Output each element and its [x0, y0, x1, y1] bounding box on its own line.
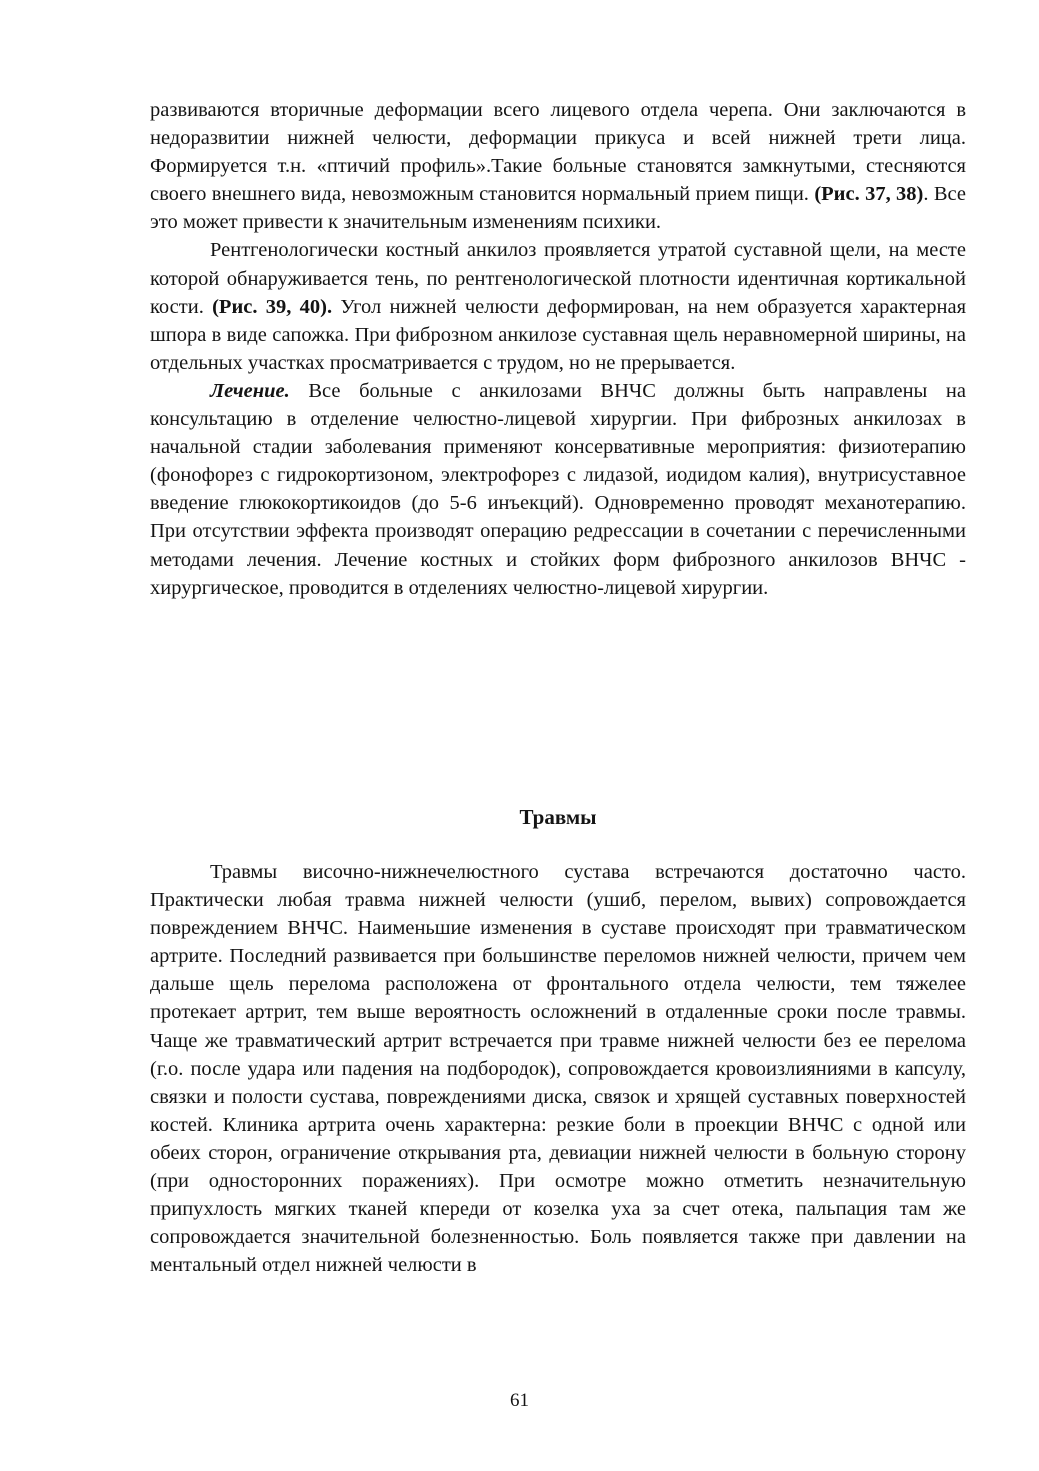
figure-reference: (Рис. 39, 40). — [212, 295, 333, 318]
paragraph-trauma: Травмы височно-нижнечелюстного сустава встречаются достаточно часто. Практически любая травма нижней челюсти (ушиб, перелом, вывих) сопровождается повреждением ВНЧС. Наименьшие изменения в суставе происходят при травматическом артрите. Последний развивается при большинстве переломов нижней челюсти, причем чем дальше щель перелома расположена от фронтального отдела челюсти, тем тяжелее протекает артрит, тем выше вероятность осложнений в отдаленные сроки после травмы. Чаще же травматический артрит встречается при травме нижней челюсти без ее перелома (г.о. после удара или падения на подбородок), сопровождается кровоизлияниями в капсулу, связки и полости сустава, повреждениями диска, связок и хрящей суставных поверхностей костей. Клиника артрита очень характерна: резкие боли в проекции ВНЧС с одной или обеих сторон, ограничение открывания рта, девиации нижней челюсти в больную сторону (при односторонних поражениях). При осмотре можно отметить незначительную припухлость мягких тканей кпереди от козелка уха за счет отека, пальпация там же сопровождается значительной болезненностью. Боль появляется также при давлении на ментальный отдел нижней челюсти в — [150, 861, 966, 1277]
paragraph-text: Рентгенологически костный анкилоз проявляется утратой суставной щели, на месте которой обнаруживается тень, по рентгенологической плотности идентичная кортикальной кости. — [150, 239, 966, 318]
treatment-lead: Лечение. — [210, 379, 290, 402]
section1-text — [150, 96, 966, 602]
paragraph-deformations — [150, 96, 966, 236]
paragraph-radiology — [150, 236, 966, 376]
paragraph-text: . Все это может привести к значительным изменениям психики. — [150, 183, 967, 234]
paragraph-text: Угол нижней челюсти деформирован, на нем образуется характерная шпора в виде сапожка. При фиброзном анкилозе суставная щель неравномерной ширины, на отдельных участках просматривается с трудом, но не прерывается. — [150, 295, 967, 374]
paragraph-text: Все больные с анкилозами ВНЧС должны быть направлены на консультацию в отделение челюстно-лицевой хирургии. При фиброзных анкилозах в начальной стадии заболевания применяют консервативные мероприятия: физиотерапию (фонофорез с гидрокортизоном, электрофорез с лидазой, иодидом калия), внутрисуставное введение глюкокортикоидов (до 5-6 инъекций). Одновременно проводят механотерапию. При отсутствии эффекта производят операцию редрессации в сочетании с перечисленными методами лечения. Лечение костных и стойких форм фиброзного анкилозов ВНЧС - хирургическое, проводится в отделениях челюстно-лицевой хирургии. — [150, 379, 966, 599]
section-heading-trauma: Травмы — [519, 805, 597, 829]
figure-reference: (Рис. 37, 38) — [814, 183, 924, 206]
section2-text — [150, 858, 966, 1279]
page-number: 61 — [510, 1390, 529, 1411]
paragraph-text: развиваются вторичные деформации всего лицевого отдела черепа. Они заключаются в недоразвитии нижней челюсти, деформации прикуса и всей нижней трети лица. Формируется т.н. «птичий профиль».Такие больные становятся замкнутыми, стесняются своего внешнего вида, невозможным становится нормальный прием пищи. — [150, 99, 966, 206]
paragraph-treatment — [150, 377, 966, 602]
